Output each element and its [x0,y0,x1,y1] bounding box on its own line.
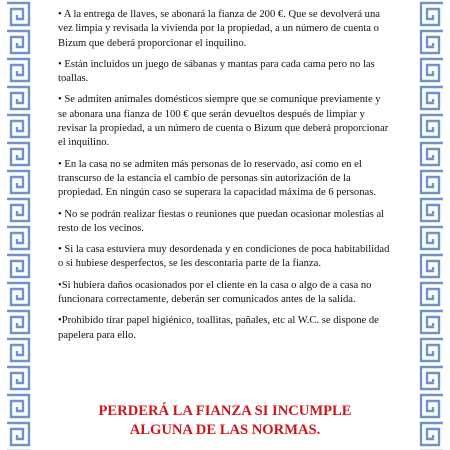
rule-damages: •Si hubiera daños ocasionados por el cliente en la casa o algo de a casa no funcionara correctamente, deberán ser comunicados antes de la salida. [58,279,372,306]
warning-line-1: PERDERÁ LA FIANZA SI INCUMPLE [98,403,352,419]
rule-occupancy: • En la casa no se admiten más personas de lo reservado, así como en el transcurso de la estancia el cambio de personas sin autorización de la propiedad. En ningún caso se superara la capacidad máxima de 6 personas. [58,158,376,199]
rule-linens: • Están incluidos un juego de sábanas y mantas para cada cama pero no las toallas. [58,58,375,85]
greek-key-pattern-icon [418,0,446,450]
rule-parties: • No se podrán realizar fiestas o reuniones que puedan ocasionar molestias al resto de los vecinos. [58,208,385,234]
house-rules-list [58,8,392,350]
rule-pets: • Se admiten animales domésticos siempre que se comunique previamente y se abonara una fianza de 100 € que serán devueltos después de limpiar y revisar la propiedad, a un número de cuenta o Bizum que deberá proporcionar el inquilino. [58,94,389,149]
rule-deposit: • A la entrega de llaves, se abonará la fianza de 200 €. Que se devolverá una vez limpia y revisada la vivienda por la propiedad, a un número de cuenta o Bizum que deberá proporcionar el inquilino. [58,9,380,49]
warning-line-2: ALGUNA DE LAS NORMAS. [129,422,321,438]
greek-key-border-right [418,0,446,450]
greek-key-border-left [4,0,32,450]
greek-key-pattern-icon [4,0,32,450]
rule-cleanliness: • Si la casa estuviera muy desordenada y en condiciones de poca habitabilidad o si hubiese desperfectos, se les descontaria parte de la fianza. [58,244,390,270]
rule-toilet: •Prohibido tirar papel higiénico, toallitas, pañales, etc al W.C. se dispone de papelera para ello. [58,315,379,341]
deposit-warning [40,402,410,440]
